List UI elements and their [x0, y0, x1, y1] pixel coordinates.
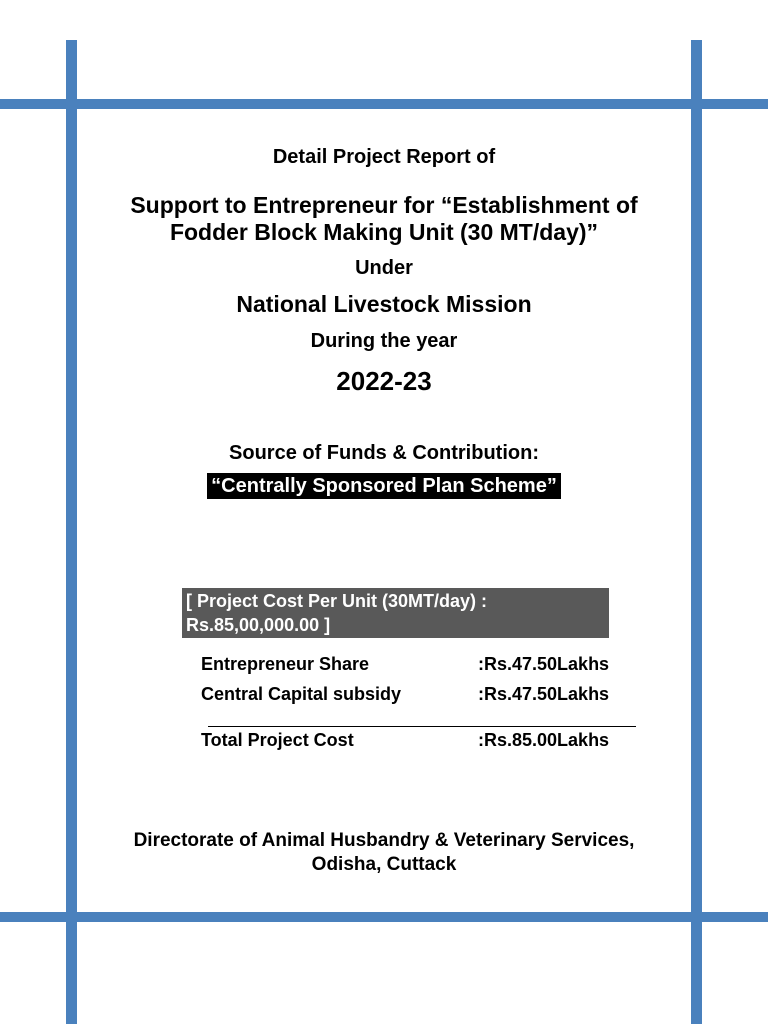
year-value: 2022-23 — [336, 366, 432, 396]
under-label: Under — [355, 257, 413, 279]
directorate-location: Odisha, Cuttack — [311, 854, 457, 875]
total-label: Total Project Cost — [201, 730, 354, 750]
directorate-name: Directorate of Animal Husbandry & Veterinary Services, — [133, 830, 635, 851]
project-cost-line-2: Rs.85,00,000.00 ] — [186, 615, 331, 635]
cost-row-label: Entrepreneur Share — [201, 654, 370, 674]
project-cost-line-1: [ Project Cost Per Unit (30MT/day) : — [186, 591, 488, 611]
cost-row-label: Central Capital subsidy — [201, 684, 402, 704]
total-divider — [208, 726, 636, 727]
during-label: During the year — [310, 330, 458, 352]
title-line-2: Fodder Block Making Unit (30 MT/day)” — [169, 219, 599, 245]
frame-top-bar — [0, 99, 768, 109]
scheme-line — [0, 473, 768, 499]
total-value: :Rs.85.00Lakhs — [478, 730, 610, 750]
frame-bottom-bar — [0, 912, 768, 922]
project-cost-box — [182, 588, 609, 638]
cost-row-value: :Rs.47.50Lakhs — [478, 684, 610, 704]
source-of-funds-label: Source of Funds & Contribution: — [229, 442, 539, 464]
mission-name: National Livestock Mission — [236, 291, 532, 317]
scheme-highlight: “Centrally Sponsored Plan Scheme” — [207, 473, 561, 499]
report-title — [0, 192, 768, 246]
report-heading: Detail Project Report of — [272, 146, 496, 168]
cost-row-value: :Rs.47.50Lakhs — [478, 654, 610, 674]
title-line-1: Support to Entrepreneur for “Establishment of — [130, 192, 638, 218]
